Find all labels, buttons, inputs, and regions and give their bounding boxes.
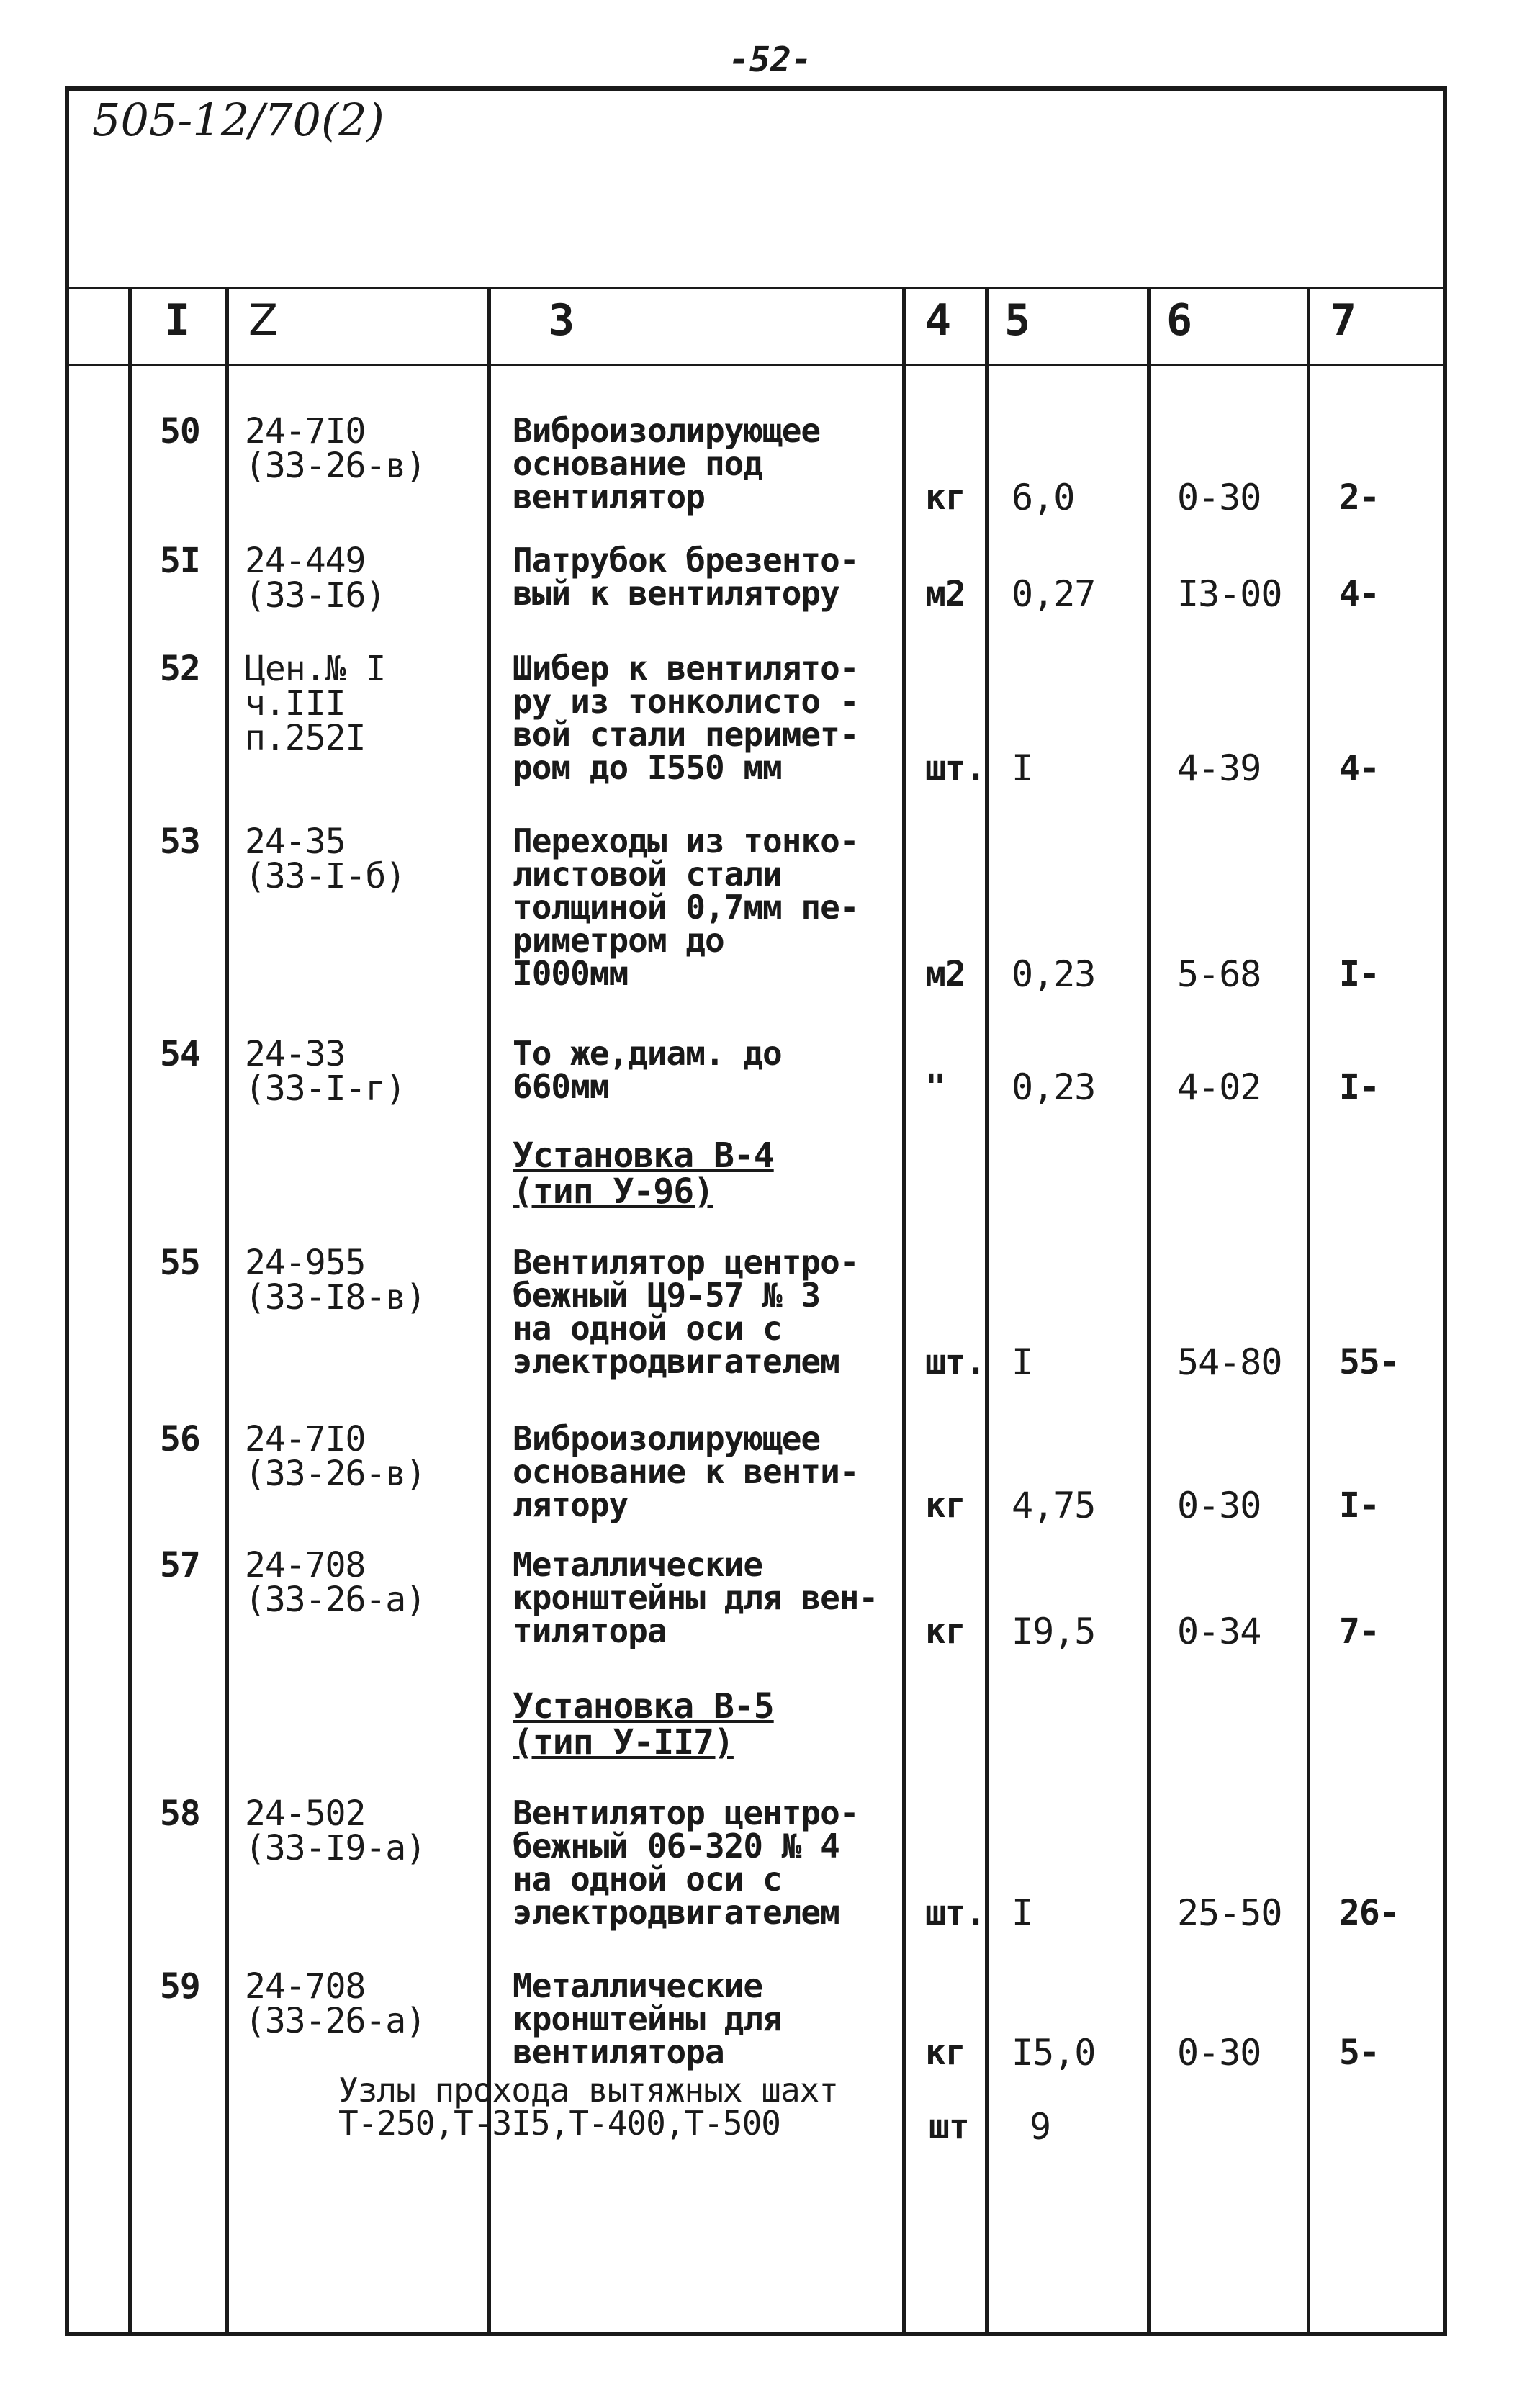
row-description: Металлические кронштейны для вентилятора xyxy=(513,1966,782,2071)
row-description: Виброизолирующее основание под вентилятор xyxy=(513,411,821,516)
row-quantity: I xyxy=(1012,747,1033,789)
row-code: 24-502 (33-I9-а) xyxy=(245,1793,426,1868)
section-title: Установка В-5 (тип У-II7) xyxy=(513,1686,774,1763)
row-price: I3-00 xyxy=(1177,573,1282,615)
row-number: 5I xyxy=(160,541,200,581)
footer-quantity: 9 xyxy=(1030,2106,1051,2148)
row-price: 4-02 xyxy=(1177,1066,1261,1108)
row-price: 0-34 xyxy=(1177,1611,1261,1652)
row-total: I- xyxy=(1339,1485,1379,1526)
row-description: Вентилятор центро- бежный 06-320 № 4 на одной оси с электродвигателем xyxy=(513,1793,859,1932)
row-description: Виброизолирующее основание к венти- лятору xyxy=(513,1419,859,1524)
row-code: 24-955 (33-I8-в) xyxy=(245,1243,426,1318)
row-unit: кг xyxy=(925,477,965,518)
row-total: 5- xyxy=(1339,2033,1379,2073)
col-divider-2 xyxy=(487,288,491,2336)
row-description: То же,диам. до 660мм xyxy=(513,1034,782,1106)
row-number: 53 xyxy=(160,822,200,862)
row-unit: шт. xyxy=(925,748,986,788)
row-unit: м2 xyxy=(925,574,965,614)
row-description: Патрубок брезенто- вый к вентилятору xyxy=(513,541,859,613)
header-col-4: 4 xyxy=(925,295,952,346)
row-unit: кг xyxy=(925,2033,965,2073)
row-quantity: 0,23 xyxy=(1012,953,1096,995)
row-price: 0-30 xyxy=(1177,477,1261,518)
row-number: 57 xyxy=(160,1545,200,1585)
row-price: 54-80 xyxy=(1177,1341,1282,1383)
row-total: 7- xyxy=(1339,1611,1379,1652)
row-code: 24-708 (33-26-а) xyxy=(245,1966,426,2041)
row-number: 59 xyxy=(160,1966,200,2007)
row-description: Металлические кронштейны для вен- тилятора xyxy=(513,1545,878,1650)
row-quantity: I9,5 xyxy=(1012,1611,1096,1652)
row-quantity: 0,23 xyxy=(1012,1066,1096,1108)
row-code: 24-708 (33-26-а) xyxy=(245,1545,426,1620)
row-code: 24-449 (33-I6) xyxy=(245,541,386,616)
row-description: Шибер к вентилято- ру из тонколисто - вой стали перимет- ром до I550 мм xyxy=(513,649,859,787)
row-price: 0-30 xyxy=(1177,1485,1261,1526)
row-description: Переходы из тонко- листовой стали толщиной 0,7мм пе- риметром до I000мм xyxy=(513,822,859,993)
row-code: 24-35 (33-I-б) xyxy=(245,822,406,896)
document-code: 505-12/70(2) xyxy=(92,94,384,146)
col-divider-0 xyxy=(128,288,132,2336)
row-unit: кг xyxy=(925,1611,965,1652)
row-quantity: I xyxy=(1012,1341,1033,1383)
col-divider-5 xyxy=(1147,288,1151,2336)
row-total: 2- xyxy=(1339,477,1379,518)
row-unit: кг xyxy=(925,1485,965,1526)
row-total: 4- xyxy=(1339,574,1379,614)
row-description: Вентилятор центро- бежный Ц9-57 № 3 на одной оси с электродвигателем xyxy=(513,1243,859,1381)
row-total: I- xyxy=(1339,1067,1379,1107)
row-unit: " xyxy=(925,1067,945,1107)
row-unit: м2 xyxy=(925,954,965,994)
col-divider-4 xyxy=(985,288,989,2336)
row-total: 26- xyxy=(1339,1893,1400,1933)
header-col-1: I xyxy=(164,295,191,346)
row-quantity: 0,27 xyxy=(1012,573,1096,615)
section-title: Установка В-4 (тип У-96) xyxy=(513,1135,774,1212)
header-col-6: 6 xyxy=(1166,295,1193,346)
row-code: 24-7I0 (33-26-в) xyxy=(245,1419,426,1494)
row-unit: шт. xyxy=(925,1342,986,1382)
row-quantity: 6,0 xyxy=(1012,477,1075,518)
row-price: 25-50 xyxy=(1177,1892,1282,1934)
row-quantity: I5,0 xyxy=(1012,2032,1096,2074)
row-number: 58 xyxy=(160,1793,200,1834)
row-number: 54 xyxy=(160,1034,200,1074)
footer-unit: шт xyxy=(929,2107,969,2147)
row-total: 4- xyxy=(1339,748,1379,788)
row-code: 24-7I0 (33-26-в) xyxy=(245,411,426,486)
header-bottom-rule xyxy=(65,364,1447,366)
row-code: Цен.№ I ч.III п.252I xyxy=(245,649,386,758)
row-quantity: 4,75 xyxy=(1012,1485,1096,1526)
col-divider-3 xyxy=(902,288,906,2336)
header-col-2: Z xyxy=(248,295,279,346)
row-number: 52 xyxy=(160,649,200,689)
header-top-rule xyxy=(65,287,1447,289)
row-number: 50 xyxy=(160,411,200,451)
row-total: 55- xyxy=(1339,1342,1400,1382)
row-quantity: I xyxy=(1012,1892,1033,1934)
col-divider-6 xyxy=(1307,288,1310,2336)
header-col-3: 3 xyxy=(549,295,575,346)
page-number: -52- xyxy=(729,40,812,80)
row-price: 4-39 xyxy=(1177,747,1261,789)
row-number: 55 xyxy=(160,1243,200,1283)
header-col-5: 5 xyxy=(1004,295,1031,346)
row-unit: шт. xyxy=(925,1893,986,1933)
footer-description: Узлы прохода вытяжных шахт Т-250,Т-3I5,Т-400,Т-500 xyxy=(338,2071,839,2143)
col-divider-1 xyxy=(225,288,229,2336)
row-price: 0-30 xyxy=(1177,2032,1261,2074)
header-col-7: 7 xyxy=(1330,295,1357,346)
row-number: 56 xyxy=(160,1419,200,1459)
row-price: 5-68 xyxy=(1177,953,1261,995)
row-code: 24-33 (33-I-г) xyxy=(245,1034,406,1109)
row-total: I- xyxy=(1339,954,1379,994)
